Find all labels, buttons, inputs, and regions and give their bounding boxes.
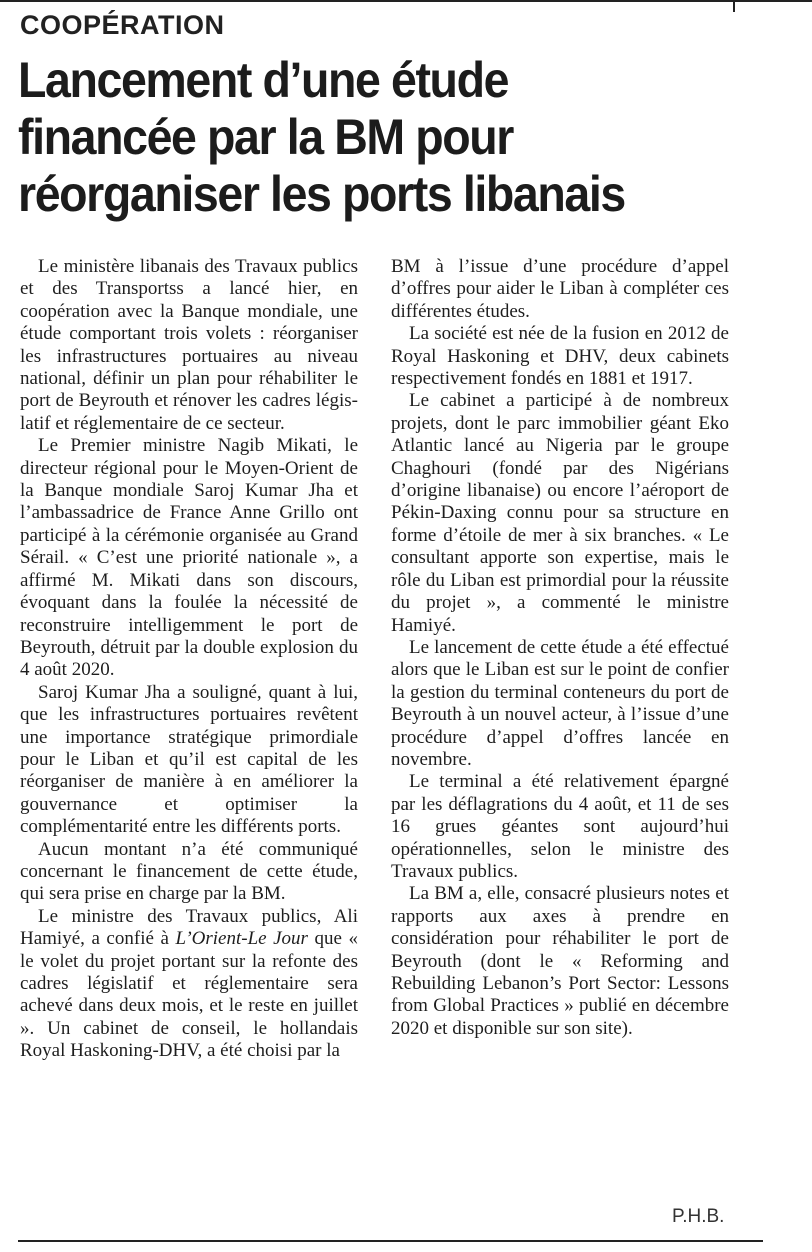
paragraph — [20, 906, 358, 1063]
text-run: que « le volet du projet portant sur la refonte des cadres législatif et réglementaire sera achevé dans deux mois, et le reste en juillet ». Un cabinet de conseil, le hollandais Royal Haskoning-DHV, a été choisi par la — [20, 928, 359, 1062]
paragraph: La BM a, elle, consacré plusieurs notes et rapports aux axes à prendre en considération pour réhabiliter le port de Beyrouth (dont le « Reforming and Rebuilding Lebanon’s Port Sector: Lessons from Global Practices » publié en décembre 2020 et disponible sur son site). — [391, 883, 729, 1039]
section-kicker: COOPÉRATION — [20, 10, 225, 40]
paragraph: Aucun montant n’a été communiqué concernant le financement de cette étude, qui sera prise en charge par la BM. — [20, 838, 358, 905]
headline — [18, 52, 688, 223]
paragraph: Saroj Kumar Jha a souligné, quant à lui, que les infrastructures portuaires revêtent une importance stratégique primordiale pour le Liban et qu’il est capital de les réorganiser de manière à en améliorer la gouvernance et optimiser la complémentarité entre les différents ports. — [20, 681, 358, 838]
paragraph-continuation: BM à l’issue d’une procédure d’appel d’offres pour aider le Liban à compléter ces différentes études. — [391, 256, 729, 322]
paragraph: La société est née de la fusion en 2012 de Royal Haskoning et DHV, deux cabinets respectivement fondés en 1881 et 1917. — [391, 323, 729, 390]
headline-line-2: financée par la BM pour — [18, 109, 514, 165]
headline-line-1: Lancement d’une étude — [18, 52, 509, 108]
paragraph: Le terminal a été relativement épargné par les déflagrations du 4 août, et 11 de ses 16 grues géantes sont aujourd’hui opérationnelles, selon le ministre des Travaux publics. — [391, 771, 729, 882]
frame-rule — [733, 0, 735, 12]
paragraph: Le cabinet a participé à de nombreux projets, dont le parc immobilier géant Eko Atlantic lancé au Nigeria par le groupe Chaghouri (fondé par des Nigérians d’origine libanaise) ou encore l’aéroport de Pékin-Daxing connu pour sa structure en forme d’étoile de mer à six branches. « Le consultant apporte son expertise, mais le rôle du Liban est primordial pour la réussite du projet », a commenté le ministre Hamiyé. — [391, 390, 729, 636]
author-signature: P.H.B. — [672, 1206, 725, 1227]
paragraph: Le lancement de cette étude a été effectué alors que le Liban est sur le point de confier la gestion du terminal conteneurs du port de Beyrouth à un nouvel acteur, à l’issue d’une procédure d’appel d’offres lancée en novembre. — [391, 636, 729, 770]
publication-name: L’Orient-Le Jour — [175, 928, 308, 950]
paragraph: Le Premier ministre Nagib Mikati, le directeur régional pour le Moyen-Orient de la Banque mondiale Saroj Kumar Jha et l’ambassadrice de France Anne Grillo ont participé à la cérémonie organisée au Grand Sérail. « C’est une priorité nationale », a affirmé M. Mikati dans son discours, évoquant dans la foulée la nécessité de reconstruire intelligemment le port de Beyrouth, détruit par la double explosion du 4 août 2020. — [20, 435, 358, 681]
top-rule — [0, 0, 812, 2]
paragraph: Le ministère libanais des Travaux publics et des Transportss a lancé hier, en coopération avec la Banque mondiale, une étude comportant trois volets : réorganiser les infrastructures portuaires au niveau national, définir un plan pour réhabiliter le port de Beyrouth et rénover les cadres législatif et réglementaire de ce secteur. — [20, 256, 358, 434]
bottom-rule — [18, 1240, 763, 1242]
text-run: Le ministre des Travaux publics, Ali Hamiyé, a confié à — [20, 905, 358, 950]
article-column-left — [20, 256, 358, 1063]
article-column-right — [391, 256, 729, 1040]
headline-line-3: réorganiser les ports libanais — [18, 166, 625, 222]
